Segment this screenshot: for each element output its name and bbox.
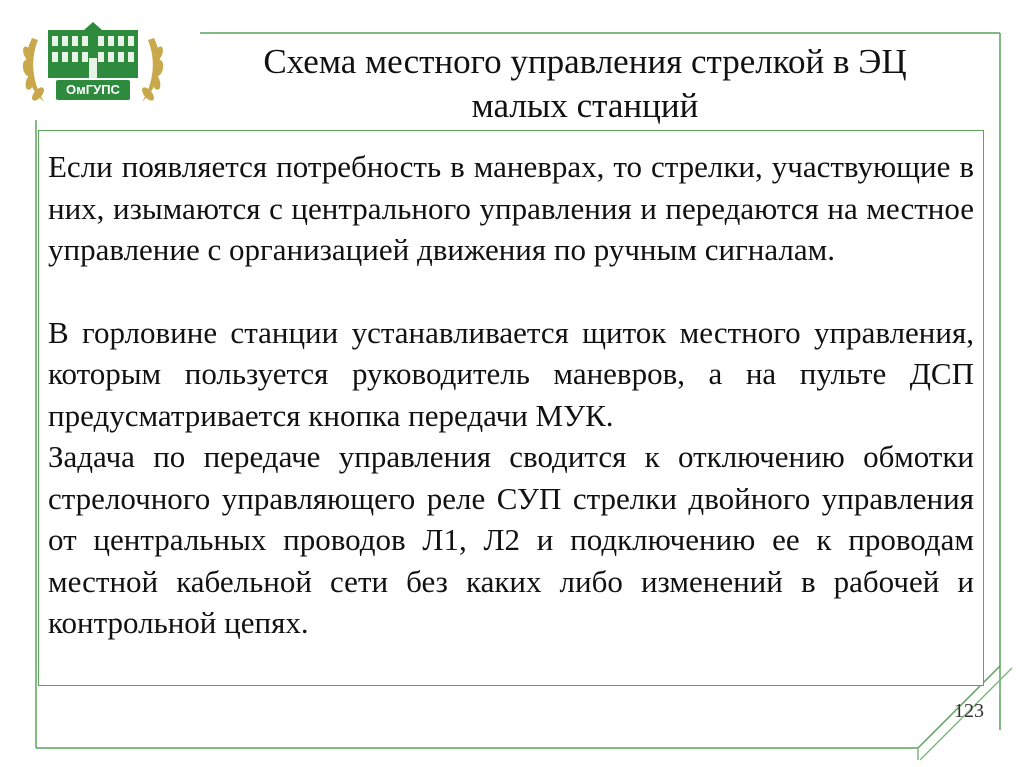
paragraph-2: В горловине станции устанавливается щиток местного управления, которым пользуется руководитель маневров, а на пульте ДСП предусматривается кнопка передачи МУК.: [48, 314, 974, 433]
omgups-logo: [18, 18, 168, 114]
body-text: [48, 146, 974, 644]
paragraph-3: Задача по передаче управления сводится к отключению обмотки стрелочного управляющего реле СУП стрелки двойного управления от центральных проводов Л1, Л2 и подключению ее к проводам местной кабельной сети без каких либо изменений в рабочей и контрольной цепях.: [48, 439, 974, 640]
university-building-laurel-logo-icon: [18, 18, 168, 114]
slide-title-line-2: малых станций: [471, 86, 699, 125]
slide-title-line-1: Схема местного управления стрелкой в ЭЦ: [263, 42, 907, 81]
logo-text: ОмГУПС: [66, 82, 120, 97]
slide-title: [200, 40, 970, 128]
paragraph-1: Если появляется потребность в маневрах, то стрелки, участвующие в них, изымаются с центрального управления и передаются на местное управление с организацией движения по ручным сигналам.: [48, 149, 974, 267]
page-number: 123: [954, 700, 984, 722]
